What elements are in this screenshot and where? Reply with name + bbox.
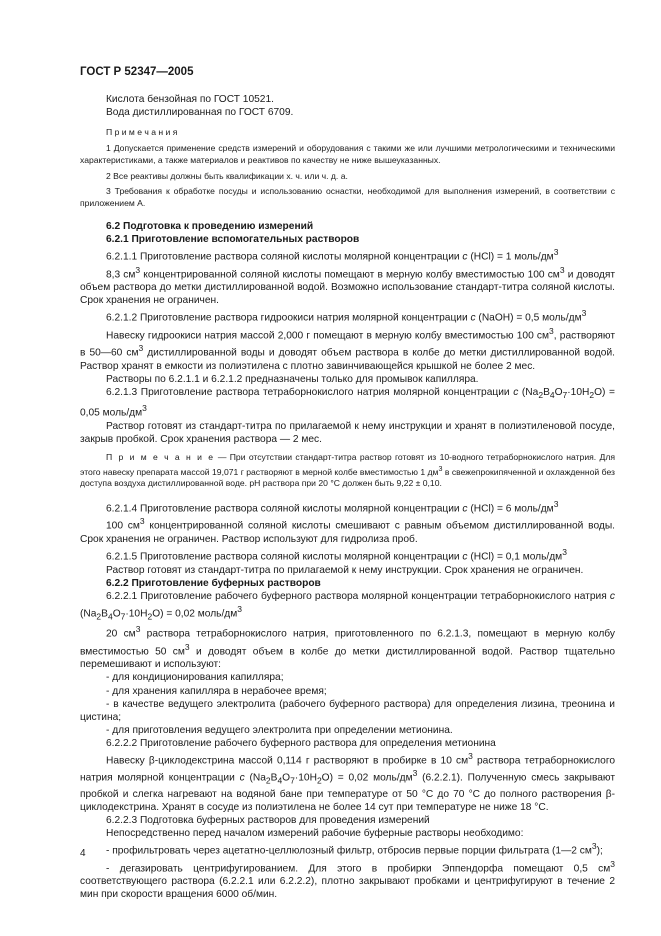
para-6-2-2-3-body: Непосредственно перед началом измерений рабочие буферные растворы необходимо: — [106, 828, 524, 840]
note-item-1: 1 Допускается применение средств измерений и оборудования с такими же или лучшими метрологическими и техническими характеристиками, а также материалов и реактивов по качеству не ниже вышеуказанных. — [80, 142, 615, 165]
para-6-2-1-1-body: 8,3 $см^3$ концентрированной соляной кислоты помещают в мерную колбу вместимостью 100 $см^3$ и доводят объем раствора до метки дистиллированной водой. Возможно использование стандарт-титра соляной кислоты. Срок хранения не ограничен. — [80, 264, 616, 307]
para-6-2-1-2-body: Навеску гидроокиси натрия массой 2,000 г помещают в мерную колбу вместимостью 100 $см^3$, растворяют в 50—60 $см^3$ дистиллированной воды и доводят объем раствора в колбе до метки дистиллированной водой. Раствор хранят в емкости из полиэтилена с плотно завинчивающейся крышкой не более 2 мес. — [80, 325, 616, 372]
section-6-2-1-title: 6.2.1 Приготовление вспомогательных растворов — [106, 234, 360, 246]
use-item-2: - для хранения капилляра в нерабочее время; — [106, 685, 327, 697]
note-item-3: 3 Требования к обработке посуды и использованию оснастки, необходимой для выполнения измерений, в соответствии с приложением А. — [80, 186, 615, 209]
section-6-2-title: 6.2 Подготовка к проведению измерений — [106, 220, 314, 232]
notes-heading: П р и м е ч а н и я — [106, 127, 178, 138]
para-6-2-1-1-title: 6.2.1.1 Приготовление раствора соляной кислоты молярной концентрации c (HCl) = 1 моль/$дм^3$ — [106, 247, 559, 263]
page-number: 4 — [80, 848, 86, 859]
reagent-benzoic-acid: Кислота бензойная по ГОСТ 10521. — [106, 94, 274, 105]
para-6-2-2-1-body: 20 $см^3$ раствора тетраборнокислого натрия, приготовленного по 6.2.1.3, помещают в мерную колбу вместимостью 50 $см^3$ и доводят объем в колбе до метки дистиллированной водой. Раствор тщательно перемешивают и используют: — [80, 624, 615, 671]
para-6-2-2-2-title: 6.2.2.2 Приготовление рабочего буферного раствора для определения метионина — [106, 737, 496, 749]
para-6-2-1-3-body: Раствор готовят из стандарт-титра по прилагаемой к нему инструкции и хранят в полиэтиленовой посуде, закрыв пробкой. Срок хранения раствора — 2 мес. — [80, 420, 615, 445]
para-6-2-2-2-body: Навеску β-циклодекстрина массой 0,114 г растворяют в пробирке в 10 $см^3$ раствора тетраборнокислого натрия молярной концентрации c $(Na_2B_4O_7\cdot 10H_2O) = 0,02$ моль/$дм^3$ (6.2.2.1). Полученную смесь закрывают пробкой и слегка нагревают на водяной бане при температуре от 50 °С до 70 °С до полного растворения β-циклодекстрина. Хранят в сосуде из полиэтилена не более 14 сут при температуре не ниже 18 °С. — [80, 750, 615, 814]
document-body — [80, 93, 615, 902]
para-6-2-1-5-body: Раствор готовят из стандарт-титра по прилагаемой к нему инструкции. Срок хранения не ограничен. — [106, 564, 584, 576]
para-6-2-1-2-title: 6.2.1.2 Приготовление раствора гидроокиси натрия молярной концентрации c (NaOH) = 0,5 моль/$дм^3$ — [106, 308, 587, 324]
para-6-2-1-4-title: 6.2.1.4 Приготовление раствора соляной кислоты молярной концентрации c (HCl) = 6 моль/$дм^3$ — [106, 499, 559, 515]
use-item-1: - для кондиционирования капилляра; — [106, 672, 284, 684]
para-6-2-2-1-title: 6.2.2.1 Приготовление рабочего буферного раствора молярной концентрации тетраборнокислого натрия c $(Na_2B_4O_7\cdot 10H_2O) = 0,02$ моль/$дм^3$ — [80, 590, 615, 622]
para-6-2-1-5-title: 6.2.1.5 Приготовление раствора соляной кислоты молярной концентрации c (HCl) = 0,1 моль/$дм^3$ — [106, 547, 567, 563]
use-item-3: - в качестве ведущего электролита (рабочего буферного раствора) для определения лизина, треонина и цистина; — [80, 698, 615, 723]
notes-block — [80, 127, 615, 210]
page-header-title: ГОСТ Р 52347—2005 — [80, 66, 194, 78]
para-6-2-2-3-title: 6.2.2.3 Подготовка буферных растворов для проведения измерений — [106, 815, 430, 827]
note-item-2: 2 Все реактивы должны быть квалификации х. ч. или ч. д. а. — [106, 170, 348, 181]
para-6-2-1-4-body: 100 $см^3$ концентрированной соляной кислоты смешивают с равным объемом дистиллированной воды. Срок хранения не ограничен. Раствор используют для гидролиза проб. — [80, 516, 615, 545]
step-degas: - дегазировать центрифугированием. Для этого в пробирки Эппендорфа помещают 0,5 $см^3$ соответствующего раствора (6.2.2.1 или 6.2.2.2), плотно закрывают пробками и центрифугируют в течение 2 мин при скорости вращения 6000 об/мин. — [80, 858, 615, 901]
reagent-distilled-water: Вода дистиллированная по ГОСТ 6709. — [106, 107, 294, 119]
step-filter: - профильтровать через ацетатно-целлюлозный фильтр, отбросив первые порции фильтрата (1—2 $см^3$); — [106, 841, 603, 857]
para-6-2-1-3-title: 6.2.1.3 Приготовление раствора тетраборнокислого натрия молярной концентрации c $(Na_2B_4O_7\cdot 10H_2O) = 0,05$ моль/$дм^3$ — [80, 386, 615, 419]
note-6-2-1-3: П р и м е ч а н и е — При отсутствии стандарт-титра раствор готовят из 10-водного тетраборнокислого натрия. Для этого навеску препарата массой 19,071 г растворяют в мерной колбе вместимостью 1 $дм^3$ в свежепрокипяченной и охлажденной без доступа воздуха дистиллированной воде. pH раствора при 20 °С должен быть 9,22 ± 0,10. — [80, 451, 615, 489]
use-item-4: - для приготовления ведущего электролита при определении метионина. — [106, 724, 453, 736]
section-6-2-2-title: 6.2.2 Приготовление буферных растворов — [106, 577, 321, 589]
para-wash-solutions: Растворы по 6.2.1.1 и 6.2.1.2 предназначены только для промывок капилляра. — [106, 373, 479, 385]
